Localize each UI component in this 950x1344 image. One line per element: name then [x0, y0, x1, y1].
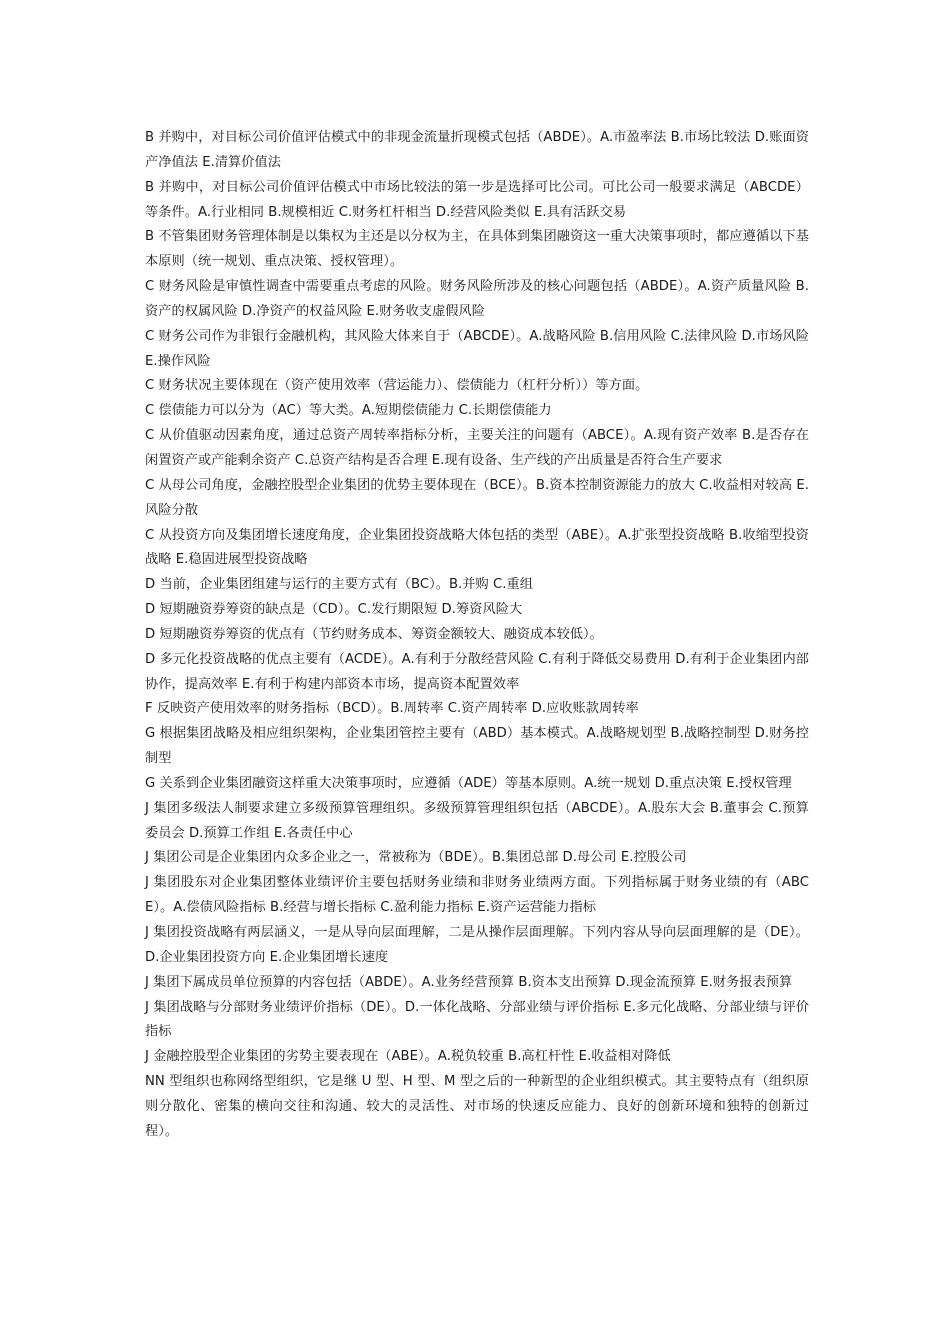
question-paragraph: J 集团多级法人制要求建立多级预算管理组织。多级预算管理组织包括（ABCDE）。A.股东大会 B.董事会 C.预算委员会 D.预算工作组 E.各责任中心	[145, 800, 809, 841]
question-paragraph: G 根据集团战略及相应组织架构，企业集团管控主要有（ABD）基本模式。A.战略规划型 B.战略控制型 D.财务控制型	[145, 726, 809, 767]
question-paragraph: J 集团下属成员单位预算的内容包括（ABDE）。A.业务经营预算 B.资本支出预算 D.现金流预算 E.财务报表预算	[145, 974, 793, 990]
question-paragraph: J 集团投资战略有两层涵义，一是从导向层面理解，二是从操作层面理解。下列内容从导向层面理解的是（DE）。D.企业集团投资方向 E.企业集团增长速度	[145, 925, 809, 965]
question-paragraph: C 从价值驱动因素角度，通过总资产周转率指标分析，主要关注的问题有（ABCE）。A.现有资产效率 B.是否存在闲置资产或产能剩余资产 C.总资产结构是否合理 E.现有设备、生产线的产出质量是否符合生产要求	[145, 428, 809, 468]
question-paragraph: B 并购中，对目标公司价值评估模式中市场比较法的第一步是选择可比公司。可比公司一般要求满足（ABCDE）等条件。A.行业相同 B.规模相近 C.财务杠杆相当 D.经营风险类似 E.具有活跃交易	[145, 179, 809, 220]
question-paragraph: B 不管集团财务管理体制是以集权为主还是以分权为主，在具体到集团融资这一重大决策事项时，都应遵循以下基本原则（统一规划、重点决策、授权管理）。	[145, 229, 809, 270]
question-paragraph: F 反映资产使用效率的财务指标（BCD）。B.周转率 C.资产周转率 D.应收账款周转率	[145, 701, 639, 717]
question-paragraph: J 金融控股型企业集团的劣势主要表现在（ABE）。A.税负较重 B.高杠杆性 E.收益相对降低	[145, 1049, 671, 1065]
question-paragraph: D 当前，企业集团组建与运行的主要方式有（BC）。B.并购 C.重组	[145, 577, 533, 593]
question-paragraph: C 财务公司作为非银行金融机构，其风险大体来自于（ABCDE）。A.战略风险 B.信用风险 C.法律风险 D.市场风险 E.操作风险	[145, 328, 809, 369]
document-body	[145, 126, 809, 1145]
question-paragraph: C 财务风险是审慎性调查中需要重点考虑的风险。财务风险所涉及的核心问题包括（ABDE）。A.资产质量风险 B.资产的权属风险 D.净资产的权益风险 E.财务收支虚假风险	[145, 279, 809, 319]
question-paragraph: J 集团公司是企业集团内众多企业之一，常被称为（BDE）。B.集团总部 D.母公司 E.控股公司	[145, 850, 687, 866]
question-paragraph: B 并购中，对目标公司价值评估模式中的非现金流量折现模式包括（ABDE）。A.市盈率法 B.市场比较法 D.账面资产净值法 E.清算价值法	[145, 130, 809, 170]
question-paragraph: C 财务状况主要体现在（资产使用效率（营运能力）、偿债能力（杠杆分析））等方面。	[145, 378, 649, 394]
question-paragraph: G 关系到企业集团融资这样重大决策事项时，应遵循（ADE）等基本原则。A.统一规划 D.重点决策 E.授权管理	[145, 775, 792, 791]
question-paragraph: D 短期融资券筹资的缺点是（CD）。C.发行期限短 D.筹资风险大	[145, 602, 523, 618]
question-paragraph: D 多元化投资战略的优点主要有（ACDE）。A.有利于分散经营风险 C.有利于降低交易费用 D.有利于企业集团内部协作，提高效率 E.有利于构建内部资本市场，提高资本配置效率	[145, 651, 809, 692]
question-paragraph: J 集团战略与分部财务业绩评价指标（DE）。D.一体化战略、分部业绩与评价指标 E.多元化战略、分部业绩与评价指标	[145, 999, 809, 1040]
question-paragraph: C 偿债能力可以分为（AC）等大类。A.短期偿债能力 C.长期偿债能力	[145, 403, 552, 419]
question-paragraph: C 从投资方向及集团增长速度角度，企业集团投资战略大体包括的类型（ABE）。A.扩张型投资战略 B.收缩型投资战略 E.稳固进展型投资战略	[145, 527, 809, 568]
question-paragraph: J 集团股东对企业集团整体业绩评价主要包括财务业绩和非财务业绩两方面。下列指标属于财务业绩的有（ABCE）。A.偿债风险指标 B.经营与增长指标 C.盈利能力指标 E.资产运营能力指标	[145, 875, 809, 916]
question-paragraph: D 短期融资券筹资的优点有（节约财务成本、筹资金额较大、融资成本较低）。	[145, 626, 603, 642]
question-paragraph: NN 型组织也称网络型组织，它是继 U 型、H 型、M 型之后的一种新型的企业组织模式。其主要特点有（组织原则分散化、密集的横向交往和沟通、较大的灵活性、对市场的快速反应能力、良好的创新环境和独特的创新过程）。	[145, 1074, 809, 1139]
question-paragraph: C 从母公司角度，金融控股型企业集团的优势主要体现在（BCE）。B.资本控制资源能力的放大 C.收益相对较高 E.风险分散	[145, 477, 809, 518]
